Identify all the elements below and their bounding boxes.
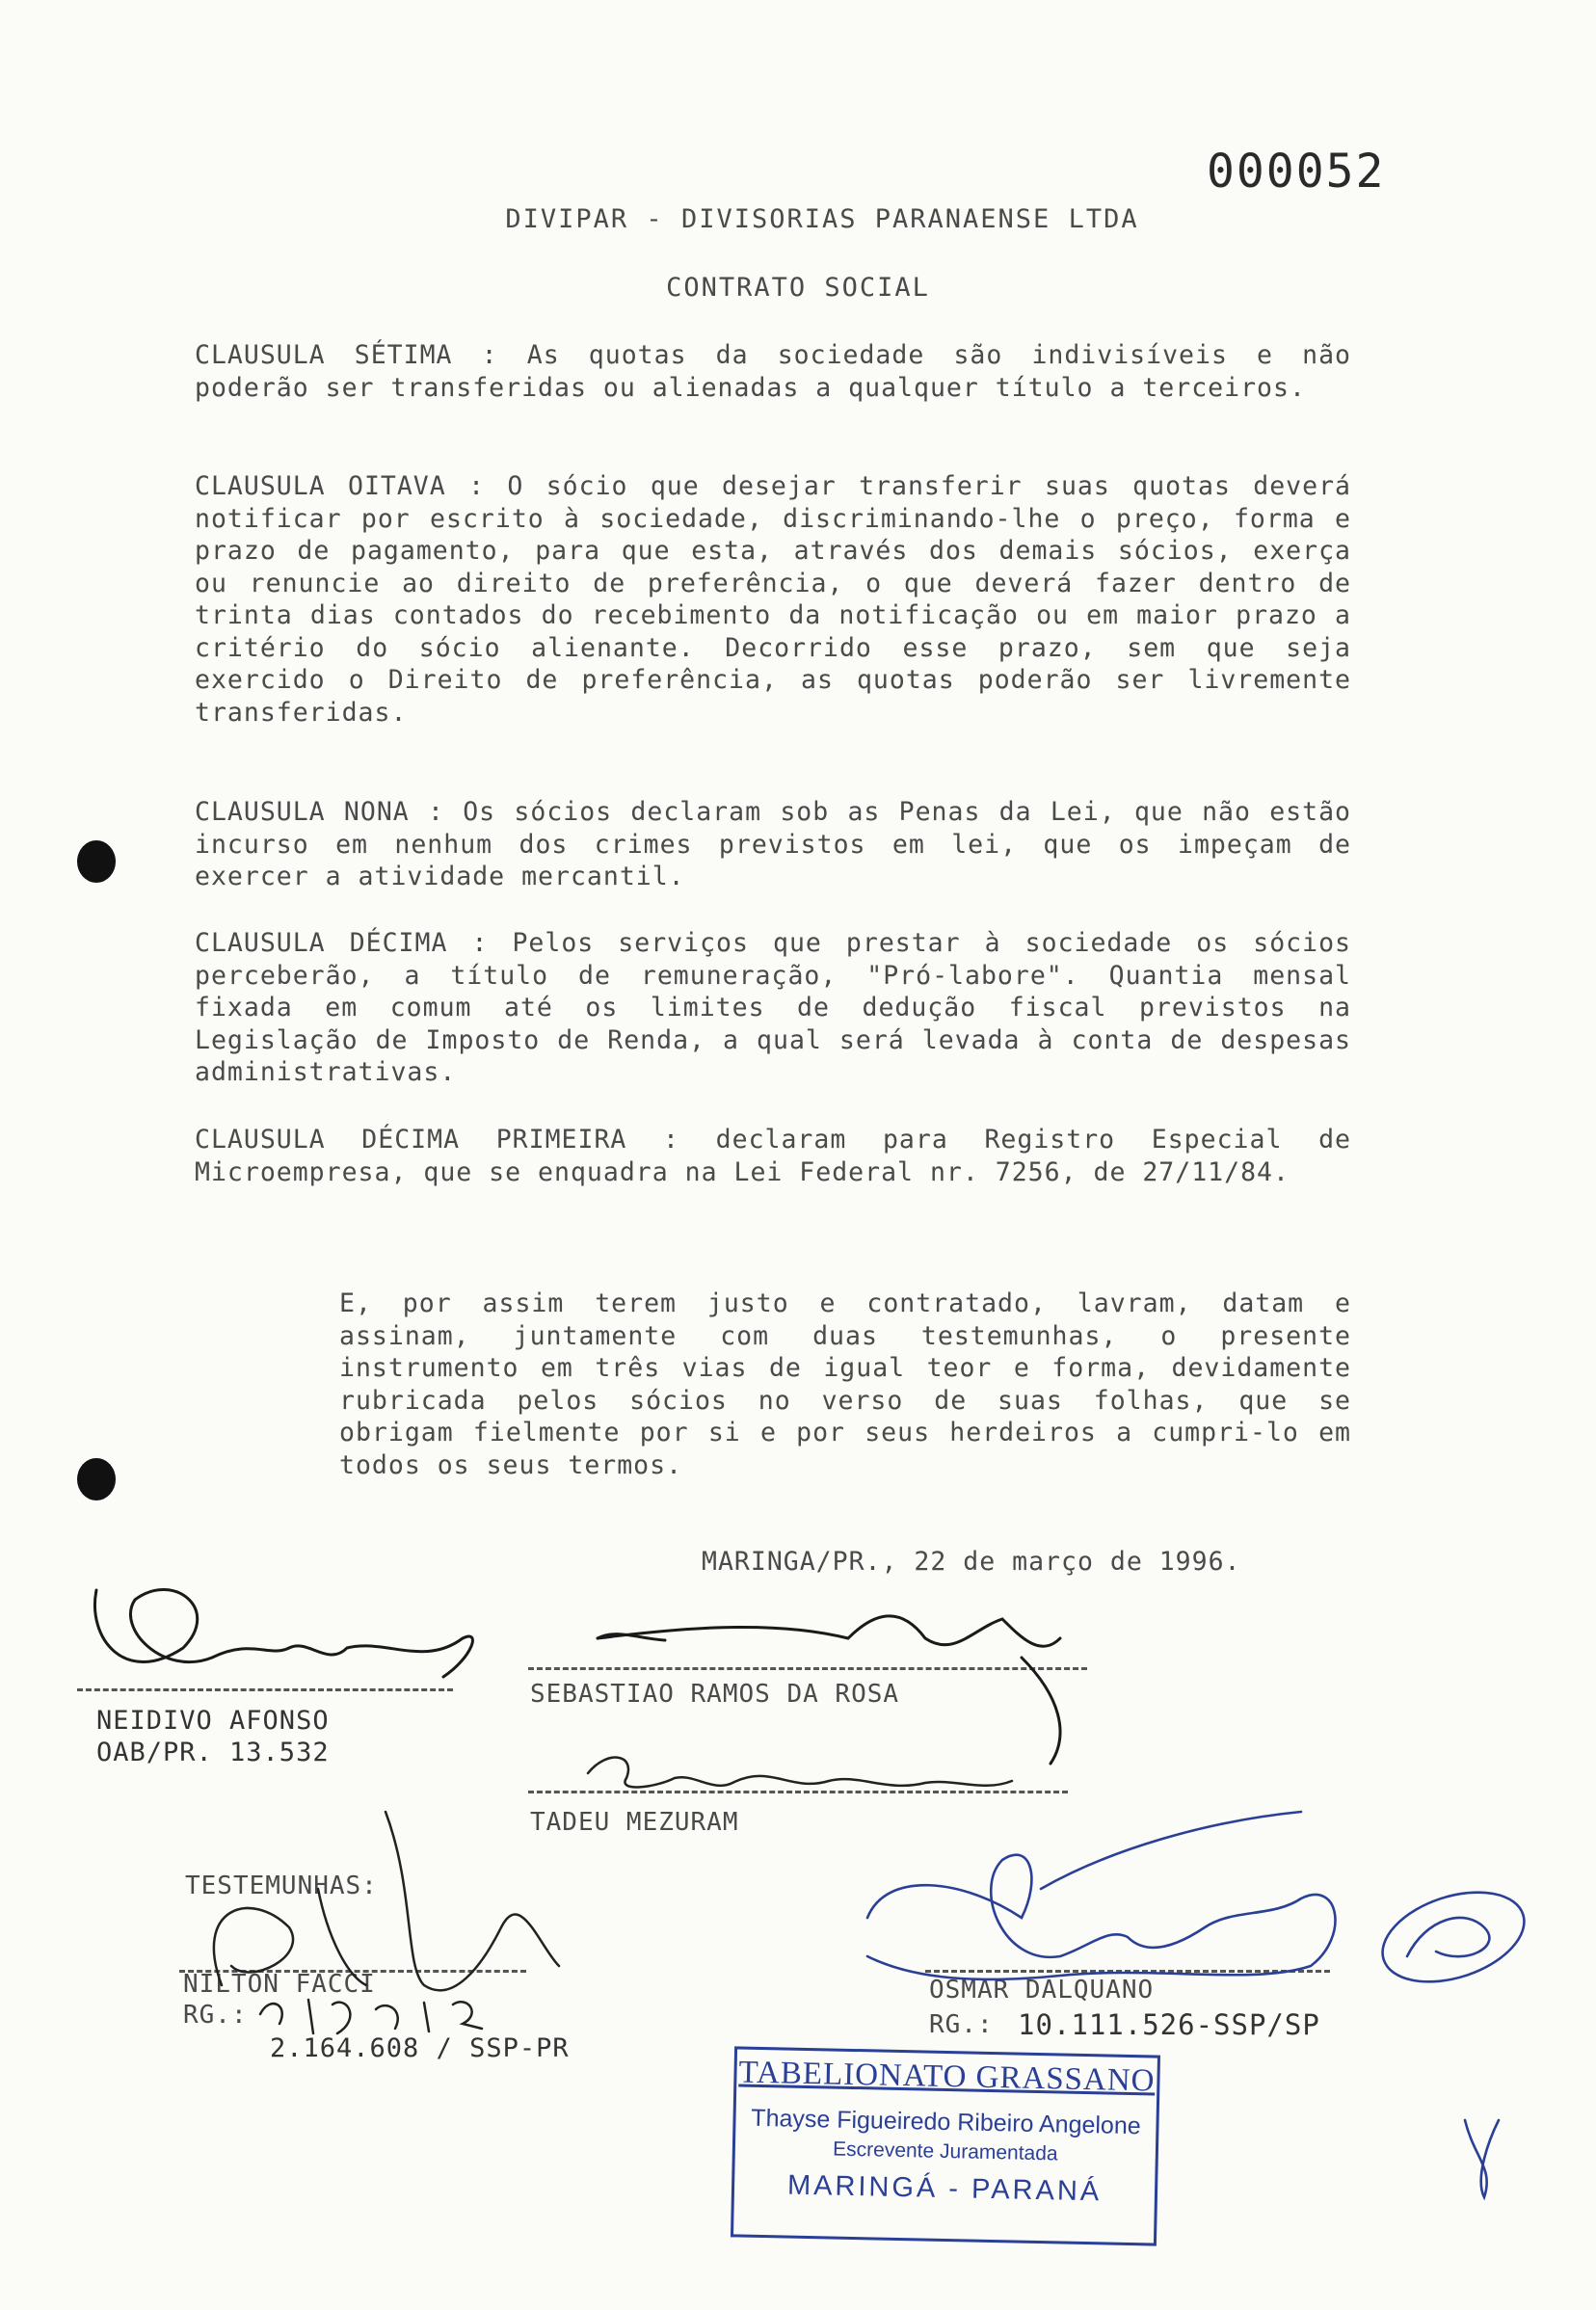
rubric-mark-right — [1465, 2120, 1499, 2197]
clause-tenth: CLAUSULA DÉCIMA : Pelos serviços que prestar à sociedade os sócios perceberão, a título de remuneração, "Pró-labore". Quantia mensal fixada em comum até os limites de dedução fiscal previstos na Legislação de Imposto de Renda, a qual será levada à conta de despesas administrativas. — [195, 928, 1351, 1087]
stamp-line1: TABELIONATO GRASSANO — [738, 2055, 1156, 2099]
clause-seventh: CLAUSULA SÉTIMA : As quotas da sociedade são indivisíveis e não poderão ser transferidas ou alienadas a qualquer título a terceiros. — [195, 340, 1351, 403]
stamp-line3: Escrevente Juramentada — [832, 2137, 1058, 2165]
lawyer-signature — [94, 1590, 472, 1677]
clause-ninth: CLAUSULA NONA : Os sócios declaram sob as Penas da Lei, que não estão incurso em nenhum dos crimes previstos em lei, que os impeçam de exercer a atividade mercantil. — [195, 797, 1351, 891]
witness2-rg: 10.111.526-SSP/SP — [1018, 2008, 1320, 2041]
witness1-name: NILTON FACCI — [183, 1970, 376, 1999]
witness1-rg-handwritten — [260, 2000, 482, 2033]
place-date: MARINGA/PR., 22 de março de 1996. — [702, 1547, 1241, 1577]
partner2-name: TADEU MEZURAM — [530, 1808, 739, 1837]
partner1-signature — [598, 1616, 1060, 1764]
partner2-signature — [588, 1758, 1012, 1788]
witnesses-label: TESTEMUNHAS: — [185, 1872, 378, 1900]
company-name: DIVIPAR - DIVISORIAS PARANAENSE LTDA — [505, 204, 1139, 234]
stamp-line2: Thayse Figueiredo Ribeiro Angelone — [751, 2104, 1141, 2140]
witness1-signature — [214, 1812, 559, 1990]
clause-eleventh: CLAUSULA DÉCIMA PRIMEIRA : declaram para Registro Especial de Microempresa, que se enquadra na Lei Federal nr. 7256, de 27/11/84. — [195, 1125, 1351, 1187]
witness2-rg-label: RG.: — [929, 2010, 994, 2039]
notary-stamp — [731, 2046, 1160, 2245]
rubric-inner — [1407, 1918, 1489, 1956]
witness2-name: OSMAR DALQUANO — [929, 1976, 1155, 2005]
witness2-signature — [867, 1855, 1335, 1979]
clause-eighth: CLAUSULA OITAVA : O sócio que desejar transferir suas quotas deverá notificar por escrito à sociedade, discriminando-lhe o preço, forma e prazo de pagamento, para que esta, através dos demais sócios, exerça ou renuncie ao direito de preferência, o que deverá fazer dentro de trinta dias contados do recebimento da notificação ou em maior prazo a critério do sócio alienante. Decorrido esse prazo, sem que seja exercido o Direito de preferência, as quotas poderão ser livremente transferidas. — [195, 471, 1351, 728]
partner1-name: SEBASTIAO RAMOS DA ROSA — [530, 1680, 900, 1709]
witness1-rg: 2.164.608 / SSP-PR — [270, 2033, 570, 2063]
witness1-rg-label: RG.: — [183, 2001, 248, 2030]
rubric-oval — [1371, 1876, 1536, 1999]
stamp-line4: MARINGÁ - PARANÁ — [786, 2169, 1103, 2208]
closing-paragraph: E, por assim terem justo e contratado, lavram, datam e assinam, juntamente com duas testemunhas, o presente instrumento em três vias de igual teor e forma, devidamente rubricada pelos sócios no verso de suas folhas, que se obrigam fielmente por si e por seus herdeiros a cumpri-lo em todos os seus termos. — [339, 1288, 1351, 1480]
lawyer-oab: OAB/PR. 13.532 — [96, 1738, 330, 1767]
page-number: 000052 — [1207, 145, 1386, 199]
document-title: CONTRATO SOCIAL — [666, 273, 930, 303]
lawyer-name: NEIDIVO AFONSO — [96, 1706, 330, 1736]
witness2-signature-stroke — [1041, 1812, 1301, 1889]
